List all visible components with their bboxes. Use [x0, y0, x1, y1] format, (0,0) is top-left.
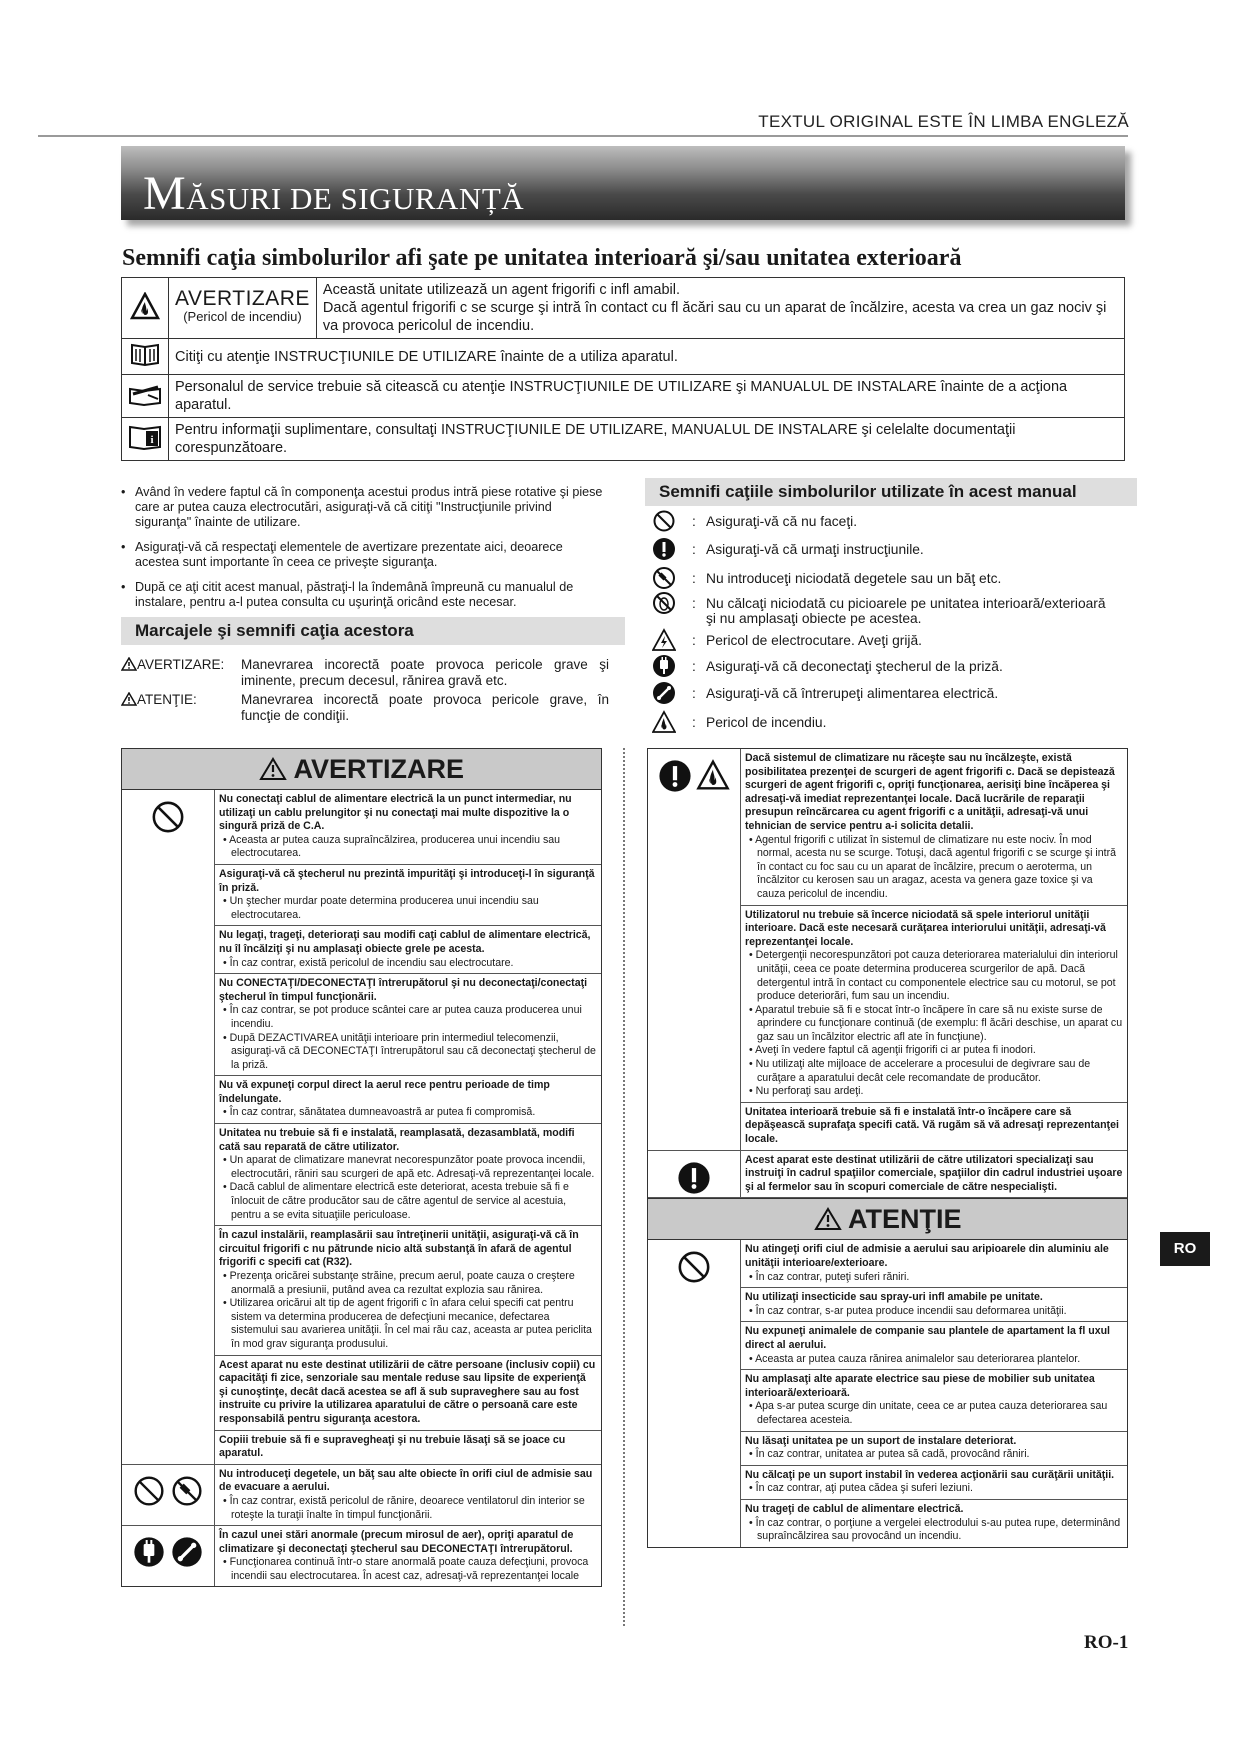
legend-text: Asiguraţi-vă că urmaţi instrucţiunile. — [706, 542, 924, 557]
unplug-icon — [652, 654, 676, 678]
prohibited-icon — [122, 790, 215, 1464]
warning-triangle-icon — [121, 657, 137, 671]
legend-colon: : — [692, 514, 696, 529]
atentie-header — [648, 1198, 1127, 1240]
warning-item — [215, 974, 601, 1076]
warning-item — [741, 1322, 1127, 1370]
warning-item — [215, 926, 601, 974]
warning-item — [215, 1526, 601, 1586]
avertizare-header — [122, 749, 601, 790]
warning-item-title: Dacă sistemul de climatizare nu răceşte sau nu încălzeşte, există posibilitatea prezenţei de scurgeri de agent frigorifi c. Dacă se depistează scurgeri de agent frigorifi c, opriţi funcţionarea, aerisiţi bine încăperea şi adresaţi-vă imediat reprezentanţei locale. Dacă lucrările de reparaţii presupun reîncărcarea cu agent frigorifi c a unităţii, adresaţi-vă unui tehnician de service pentru a-i solicita detalii. — [745, 752, 1115, 832]
header-rule — [38, 135, 1128, 137]
prohibited-no-fingers-icons — [122, 1465, 215, 1525]
intro-bullet: • Asiguraţi-vă că respectaţi elementele de avertizare prezentate aici, deoarece acestea sunt importante în ceea ce priveşte siguranţa. — [121, 540, 609, 570]
warning-item-detail: • Detergenţii necorespunzători pot cauza deteriorarea materialului din interiorul unităţii, ceea ce poate determina producerea scurgerilor de apă. Dacă detergentul intră în contact cu componentele electrice sau cu motorul, se pot produce deteriorări, fum sau un incendiu. — [745, 949, 1123, 1003]
power-off-icon — [652, 681, 676, 705]
right-warning-table — [647, 748, 1128, 1548]
caution-items — [741, 1240, 1127, 1546]
caution-group — [648, 1240, 1127, 1546]
legend-colon: : — [692, 715, 696, 730]
warning-item-title: Nu legaţi, trageţi, deterioraţi sau modifi caţi cablul de alimentare electrică, nu îl încălziţi şi nu amplasaţi obiecte grele pe acesta. — [219, 929, 591, 955]
prohibited-icon — [133, 1475, 165, 1507]
warning-item-detail: • Un ştecher murdar poate determina producerea unui incendiu sau electrocutarea. — [219, 895, 597, 922]
warning-item-detail: • Nu perforaţi sau ardeţi. — [745, 1085, 1123, 1099]
mandatory-fire-icons — [648, 749, 741, 1150]
warning-group — [122, 1465, 601, 1526]
marcaje-warning-label — [121, 657, 239, 673]
marcaje-heading: Marcajele şi semnifi caţia acestora — [121, 617, 625, 645]
mandatory-icon — [652, 537, 676, 561]
manual-symbols-heading: Semnifi caţiile simbolurilor utilizate în acest manual — [645, 478, 1137, 506]
warning-item — [215, 1465, 601, 1525]
svg-text:i: i — [150, 433, 154, 446]
warning-item — [741, 1500, 1127, 1547]
legend-text: Asiguraţi-vă că întrerupeţi alimentarea electrică. — [706, 686, 999, 701]
warning-item-detail: • În caz contrar, s-ar putea produce incendii sau deformarea unităţii. — [745, 1305, 1123, 1319]
warning-item-detail: • În caz contrar, se pot produce scântei care ar putea cauza producerea unui incendiu. — [219, 1004, 597, 1031]
prohibited-icon — [652, 509, 676, 533]
info-book-icon — [122, 418, 169, 461]
unplug-power-off-icons — [122, 1526, 215, 1586]
warning-item — [741, 1151, 1127, 1198]
no-step-icon — [652, 591, 676, 615]
fire-warning-icon — [122, 278, 169, 339]
legend-colon: : — [692, 686, 696, 701]
warning-item-title: Nu călcaţi pe un suport instabil în vederea acţionării sau curăţării unităţii. — [745, 1468, 1115, 1481]
warning-item-title: Nu introduceţi degetele, un băţ sau alte obiecte în orifi ciul de admisie sau de evacuare a aerului. — [219, 1467, 593, 1494]
warning-item-title: Nu conectaţi cablul de alimentare electrică la un punct intermediar, nu utilizaţi un cablu prelungitor şi nu conectaţi mai multe dispozitive la o singură priză de C.A. — [219, 793, 572, 833]
read-instructions-text: Citiţi cu atenţie INSTRUCŢIUNILE DE UTILIZARE înainte de a utiliza aparatul. — [169, 339, 1125, 375]
warning-text: Această unitate utilizează un agent frigorifi c infl amabil. Dacă agentul frigorifi c se scurge şi intră în contact cu fl ăcări sau cu un aparat de încălzire, acesta va crea un gaz nociv şi va provoca pericolul de incendiu. — [316, 278, 1124, 339]
warning-group — [648, 1151, 1127, 1199]
no-fingers-icon — [171, 1475, 203, 1507]
warning-item-title: În cazul unei stări anormale (precum mirosul de aer), opriţi aparatul de climatizare şi deconectaţi ştecherul sau DECONECTAŢI întrerupătorul. — [219, 1529, 574, 1555]
warning-item-title: Acest aparat nu este destinat utilizării de către persoane (inclusiv copii) cu capacităţi fi zice, senzoriale sau mentale reduse sau lipsite de experienţă şi cunoştinţe, decât dacă acestea se afl ă sub supraveghere sau au fost instruite cu privire la utilizarea aparatului de către o persoană care este responsabilă pentru siguranţa acestora. — [219, 1358, 596, 1425]
legend-colon: : — [692, 633, 696, 648]
warning-item-title: Nu utilizaţi insecticide sau spray-uri infl amabile pe unitate. — [745, 1291, 1043, 1304]
no-fingers-icon — [652, 566, 676, 590]
warning-item — [741, 1288, 1127, 1322]
warning-item-detail: • Apa s-ar putea scurge din unitate, ceea ce ar putea cauza deteriorarea sau defectarea acesteia. — [745, 1400, 1123, 1427]
warning-item-detail: • Un aparat de climatizare manevrat necorespunzător poate provoca incendii, electrocutări, răniri sau scurgeri de apă etc. Adresaţi-vă reprezentanţei locale. — [219, 1154, 597, 1181]
warning-item-detail: • Aceasta ar putea cauza supraîncălzirea, producerea unui incendiu sau electrocutarea. — [219, 834, 597, 861]
warning-item-title: Nu CONECTAŢI/DECONECTAŢI întrerupătorul şi nu deconectaţi/conectaţi ştecherul în timpul funcţionării. — [219, 977, 588, 1003]
language-tab: RO — [1160, 1232, 1210, 1266]
warning-items — [215, 1465, 601, 1525]
more-info-text: Pentru informaţii suplimentare, consultaţi INSTRUCŢIUNILE DE UTILIZARE, MANUALUL DE INSTALARE şi celelalte documentaţii corespunzătoare. — [169, 418, 1125, 461]
unplug-icon — [133, 1536, 165, 1568]
warning-item-title: Nu lăsaţi unitatea pe un suport de instalare deteriorat. — [745, 1434, 1017, 1447]
warning-item-title: Unitatea interioară trebuie să fi e instalată într-o încăpere care să depăşească suprafaţa specifi cată. Vă rugăm să vă adresaţi reprezentanţei locale. — [745, 1105, 1119, 1146]
warning-item-detail: • În caz contrar, o porţiune a vergelei electrodului s-au putea rupe, determinând supraîncălzirea sau provocând un incendiu. — [745, 1517, 1123, 1544]
warning-group — [122, 1526, 601, 1586]
warning-item-detail: • În caz contrar, sănătatea dumneavoastră ar putea fi compromisă. — [219, 1106, 597, 1120]
warning-item — [741, 1466, 1127, 1500]
warning-item-title: Asiguraţi-vă că ştecherul nu prezintă impurităţi şi introduceţi-l în siguranţă în priză. — [219, 867, 595, 894]
warning-item-title: În cazul instalării, reamplasării sau întreţinerii unităţii, asiguraţi-vă că în circuitul frigorifi c nu pătrunde nicio altă substanţă în afară de agentul frigorifi c specifi cat (R32). — [219, 1229, 579, 1269]
warning-item-detail: • Dacă cablul de alimentare electrică este deteriorat, acesta trebuie să fi e înlocuit de către producător sau de către agentul de service al acestuia, pentru a se evita situaţiile periculoase. — [219, 1181, 597, 1222]
warning-item — [741, 749, 1127, 906]
marcaje-caution-label-text: ATENŢIE: — [137, 692, 197, 707]
legend-colon: : — [692, 542, 696, 557]
marcaje-caution-text: Manevrarea incorectă poate provoca pericole grave, în funcţie de condiţii. — [241, 692, 609, 723]
avertizare-table — [121, 748, 602, 1587]
original-language-note: TEXTUL ORIGINAL ESTE ÎN LIMBA ENGLEZĂ — [758, 112, 1129, 131]
warning-item-detail: • Aveţi în vedere faptul că agenţii frigorifi ci ar putea fi inodori. — [745, 1044, 1123, 1058]
warning-item-title: Nu atingeţi orifi ciul de admisie a aerului sau aripioarele din aluminiu ale unităţii interioare/exterioare. — [745, 1243, 1109, 1269]
legend-text: Nu călcaţi niciodată cu picioarele pe unitatea interioară/exterioară şi nu amplasaţi obiecte pe acestea. — [706, 596, 1106, 626]
page-title-rest: ĂSURI DE SIGURANȚĂ — [186, 181, 525, 216]
intro-bullet: • După ce aţi citit acest manual, păstraţi-l la îndemână împreună cu manualul de instalare, pentru a-l putea consulta cu uşurinţă oricând este necesar. — [121, 580, 609, 610]
marcaje-caution-label — [121, 692, 239, 708]
marcaje-caution-row — [121, 692, 609, 726]
legend-text: Asiguraţi-vă că deconectaţi ştecherul de la priză. — [706, 659, 1003, 674]
warning-group — [122, 790, 601, 1465]
warning-item-detail: • În caz contrar, unitatea ar putea să cadă, provocând răniri. — [745, 1448, 1123, 1462]
legend-text: Nu introduceţi niciodată degetele sau un băţ etc. — [706, 571, 1002, 586]
warning-item — [215, 1226, 601, 1355]
page-title-initial: M — [143, 167, 187, 220]
warning-item-title: Utilizatorul nu trebuie să încerce niciodată să spele interiorul unităţii interioare. Dacă este necesară curăţarea interiorului unităţii, adresaţi-vă reprezentanţei locale. — [745, 908, 1106, 948]
warning-item-detail: • Agentul frigorifi c utilizat în sistemul de climatizare nu este nociv. În mod normal, acesta nu se scurge. Totuşi, dacă agentul frigorifi c se scurge şi intră în contact cu foc sau cu un aparat de încălzire, precum o aeroterma, un încălzitor cu kerosen sau un aragaz, acesta va genera gaze toxice şi va cauza pericolul de incendiu. — [745, 834, 1123, 902]
marcaje-warning-row — [121, 657, 609, 691]
warning-item-detail: • După DEZACTIVAREA unităţii interioare prin intermediul telecomenzii, asiguraţi-vă că DECONECTAŢI întrerupătorul sau că deconectaţi ştecherul de la priză. — [219, 1032, 597, 1073]
warning-item-detail: • În caz contrar, există pericolul de incendiu sau electrocutare. — [219, 957, 597, 971]
warning-item — [215, 1356, 601, 1431]
service-personnel-text: Personalul de service trebuie să citească cu atenţie INSTRUCŢIUNILE DE UTILIZARE şi MANUALUL DE INSTALARE înainte de a acţiona aparatul. — [169, 375, 1125, 418]
warning-item-detail: • În caz contrar, aţi putea cădea şi suferi leziuni. — [745, 1482, 1123, 1496]
avertizare-title: AVERTIZARE — [293, 754, 464, 784]
warning-item-title: Acest aparat este destinat utilizării de către utilizatori specializaţi sau instruiţi în cadrul spaţiilor comerciale, spaţiilor din cadrul industriei uşoare şi al fermelor sau în scopuri comerciale de către nespecialişti. — [745, 1153, 1123, 1193]
warning-items — [741, 1151, 1127, 1198]
prohibited-icon — [648, 1240, 741, 1546]
warning-item — [741, 906, 1127, 1103]
page-number: RO-1 — [1084, 1632, 1129, 1653]
legend-colon: : — [692, 571, 696, 586]
warning-item — [215, 790, 601, 865]
warning-label: AVERTIZARE — [175, 287, 310, 310]
electric-shock-icon — [652, 628, 676, 652]
warning-item-title: Unitatea nu trebuie să fi e instalată, reamplasată, dezasamblată, modifi cată sau reparată de către utilizator. — [219, 1127, 575, 1153]
page-title — [143, 166, 524, 221]
legend-colon: : — [692, 596, 696, 611]
warning-item-detail: • Prezenţa oricărei substanţe străine, precum aerul, poate cauza o creştere anormală a presiunii, putând avea ca rezultat explozia sau rănirea. — [219, 1270, 597, 1297]
warning-item-detail: • Aceasta ar putea cauza rănirea animalelor sau deteriorarea plantelor. — [745, 1353, 1123, 1367]
warning-item — [215, 865, 601, 926]
column-divider — [623, 748, 625, 1626]
warning-item-detail: • În caz contrar, există pericolul de rănire, deoarece ventilatorul din interior se roteşte la turaţii înalte în timpul funcţionării. — [219, 1495, 597, 1522]
legend-text: Asiguraţi-vă că nu faceţi. — [706, 514, 858, 529]
warning-item-title: Copiii trebuie să fi e supravegheaţi şi nu trebuie lăsaţi să se joace cu aparatul. — [219, 1433, 566, 1460]
fire-hazard-icon — [696, 759, 730, 791]
warning-item — [741, 1240, 1127, 1288]
warning-item — [741, 1432, 1127, 1466]
warning-item-detail: • Nu utilizaţi alte mijloace de accelerare a procesului de degivrare sau de curăţare a aparatului decât cele recomandate de producător. — [745, 1058, 1123, 1085]
warning-triangle-icon — [259, 757, 287, 781]
mandatory-icon — [648, 1151, 741, 1198]
warning-sublabel: (Pericol de incendiu) — [183, 309, 302, 324]
legend-text: Pericol de incendiu. — [706, 715, 827, 730]
warning-items — [741, 749, 1127, 1150]
warning-item-detail: • Utilizarea oricărui alt tip de agent frigorifi c în afara celui specifi cat pentru sistem va determina producerea de defecţiuni mecanice, defectarea sistemului sau avarierea unităţii. În cel mai rău caz, aceasta ar putea periclita în mod grav siguranţa produsului. — [219, 1297, 597, 1351]
caution-triangle-icon — [814, 1207, 842, 1231]
caution-triangle-icon — [121, 692, 137, 706]
service-manual-icon — [122, 375, 169, 418]
atentie-title: ATENŢIE — [848, 1204, 962, 1235]
warning-item-title: Nu amplasaţi alte aparate electrice sau piese de mobilier sub unitatea interioară/exterioară. — [745, 1373, 1095, 1399]
warning-item-detail: • Funcţionarea continuă într-o stare anormală poate cauza defecţiuni, provoca incendii sau electrocutarea. În acest caz, adresaţi-vă reprezentanţei locale — [219, 1556, 597, 1583]
warning-label-cell — [169, 278, 317, 339]
warning-item — [215, 1076, 601, 1124]
book-icon — [122, 339, 169, 375]
warning-items — [215, 790, 601, 1464]
warning-item-title: Nu vă expuneţi corpul direct la aerul rece pentru perioade de timp îndelungate. — [219, 1079, 550, 1105]
warning-item — [741, 1103, 1127, 1150]
marcaje-warning-label-text: AVERTIZARE: — [137, 657, 225, 672]
warning-item-title: Nu trageţi de cablul de alimentare electrică. — [745, 1502, 964, 1515]
fire-hazard-icon — [652, 710, 676, 734]
intro-bullets — [121, 485, 609, 620]
warning-item — [741, 1370, 1127, 1431]
mandatory-icon — [658, 759, 692, 793]
warning-item — [215, 1124, 601, 1226]
warning-item-detail: • În caz contrar, puteţi suferi răniri. — [745, 1271, 1123, 1285]
legend-text: Pericol de electrocutare. Aveţi grijă. — [706, 633, 923, 648]
warning-group — [648, 749, 1127, 1151]
warning-item — [215, 1431, 601, 1464]
intro-bullet: • Având în vedere faptul că în componenţa acestui produs intră piese rotative şi piese care ar putea cauza electrocutări, asiguraţi-vă că citiţi "Instrucţiunile privind siguranţa" înainte de utilizare. — [121, 485, 609, 530]
warning-item-title: Nu expuneţi animalele de companie sau plantele de apartament la fl uxul direct al aerului. — [745, 1325, 1110, 1351]
warning-items — [215, 1526, 601, 1586]
symbols-table — [121, 277, 1125, 461]
warning-item-detail: • Aparatul trebuie să fi e stocat într-o încăpere în care să nu existe surse de aprindere cu funcţionare continuă (de exemplu: fl ăcări deschise, un aparat cu gaz sau un încălzitor electric afl ate în funcţiune). — [745, 1004, 1123, 1045]
power-off-icon — [171, 1536, 203, 1568]
symbols-heading: Semnifi caţia simbolurilor afi şate pe unitatea interioară şi/sau unitatea exterioară — [122, 245, 962, 271]
marcaje-warning-text: Manevrarea incorectă poate provoca pericole grave şi iminente, precum decesul, rănirea gravă etc. — [241, 657, 609, 688]
legend-colon: : — [692, 659, 696, 674]
